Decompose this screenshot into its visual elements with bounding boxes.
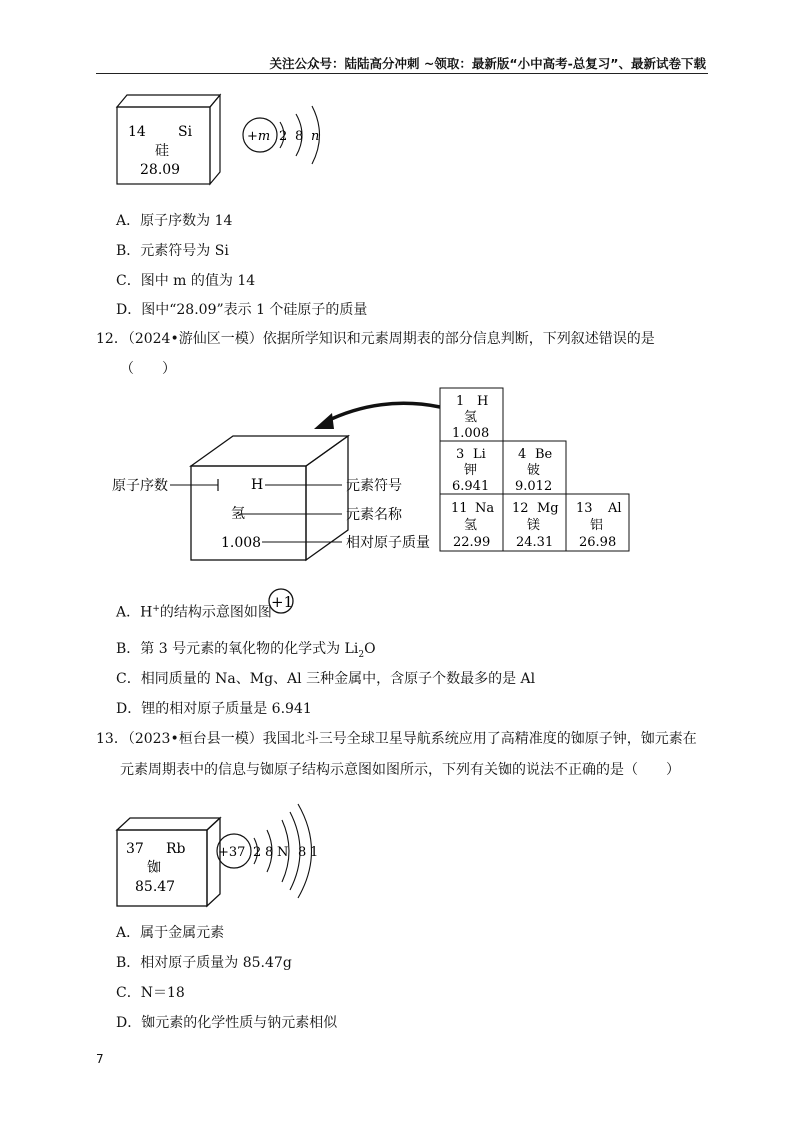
option-a-text: A．H <box>116 604 153 621</box>
cell-li-symbol: Li <box>473 447 486 462</box>
rb-atomic-number: 37 <box>126 841 144 857</box>
cell-na-symbol: Na <box>475 501 495 516</box>
cell-h-number: 1 <box>456 394 465 409</box>
si-mass: 28.09 <box>140 162 181 178</box>
cell-al-number: 13 <box>576 501 593 516</box>
cell-al-mass: 26.98 <box>579 535 617 550</box>
q13-option-b <box>116 953 292 973</box>
q11-option-b <box>116 241 229 261</box>
cell-mg-number: 12 <box>512 501 529 516</box>
cell-li-number: 3 <box>456 447 465 462</box>
option-text: 图中 m 的值为 14 <box>140 273 256 289</box>
option-text: N＝18 <box>140 985 185 1001</box>
cell-mg-mass: 24.31 <box>516 535 554 550</box>
rb-shell-2: 8 <box>265 845 274 860</box>
rb-name: 铷 <box>147 860 161 876</box>
si-shell-1: 2 <box>279 129 288 144</box>
legend-mass: 1.008 <box>221 535 262 551</box>
header-divider <box>96 73 708 74</box>
cell-mg-name: 镁 <box>527 518 541 533</box>
option-letter: A． <box>116 213 141 229</box>
q11-option-d <box>116 300 367 320</box>
option-text: 元素符号为 Si <box>140 243 229 259</box>
si-shell-3: n <box>311 129 320 144</box>
cell-na-name: 氢 <box>464 518 478 533</box>
cell-al-name: 铝 <box>590 518 604 533</box>
option-text: 原子序数为 14 <box>140 213 233 229</box>
option-letter: D． <box>116 1015 142 1031</box>
option-a-text-tail: 的结构示意图如图 <box>159 604 272 621</box>
rb-symbol: Rb <box>166 841 186 857</box>
rb-shell-5: 1 <box>310 845 319 860</box>
option-letter: C． <box>116 273 141 289</box>
legend-name: 氢 <box>231 506 245 522</box>
cell-h-name: 氢 <box>464 410 478 425</box>
q12-option-b <box>116 639 376 665</box>
question-number: 12． <box>96 331 128 347</box>
option-letter: A． <box>116 925 141 941</box>
rb-mass: 85.47 <box>135 879 176 895</box>
si-atomic-number: 14 <box>128 124 146 140</box>
option-text: 属于金属元素 <box>140 925 225 941</box>
q13-option-d <box>116 1013 337 1033</box>
question-number: 13． <box>96 731 128 747</box>
option-letter: B． <box>116 243 141 259</box>
cell-be-number: 4 <box>518 447 527 462</box>
option-letter: D． <box>116 302 142 318</box>
option-text: 铷元素的化学性质与钠元素相似 <box>141 1015 338 1031</box>
cell-na-mass: 22.99 <box>453 535 491 550</box>
q12-option-d: D．锂的相对原子质量是 6.941 <box>116 701 312 717</box>
q13-option-a <box>116 923 224 943</box>
cell-li-mass: 6.941 <box>452 479 490 494</box>
option-b-text-tail: O <box>364 641 376 657</box>
rubidium-figure <box>110 790 330 910</box>
si-nucleus-charge: +m <box>247 129 271 144</box>
cell-mg-symbol: Mg <box>537 501 559 516</box>
option-b-text: B．第 3 号元素的氧化物的化学式为 Li <box>116 641 359 657</box>
q12-stem <box>96 329 655 349</box>
silicon-figure <box>110 90 340 200</box>
cell-na-number: 11 <box>451 501 468 516</box>
legend-symbol: H <box>251 477 264 493</box>
cell-li-name: 钾 <box>464 463 478 478</box>
h-ion-nucleus: +1 <box>271 593 294 611</box>
cell-al-symbol: Al <box>608 501 622 516</box>
periodic-table-figure <box>110 385 640 565</box>
rb-shell-1: 2 <box>253 845 262 860</box>
si-symbol: Si <box>178 124 193 140</box>
question-text: （2024•游仙区一模）依据所学知识和元素周期表的部分信息判断，下列叙述错误的是 <box>127 331 655 347</box>
q12-option-a <box>116 599 272 623</box>
rb-shell-4: 8 <box>298 845 307 860</box>
option-letter: B． <box>116 955 141 971</box>
q13-stem-line2: 元素周期表中的信息与铷原子结构示意图如图所示，下列有关铷的说法不正确的是（ ） <box>120 762 680 778</box>
option-text: 相对原子质量为 85.47g <box>140 955 292 971</box>
superscript: + <box>152 604 160 614</box>
q12-answer-paren: （ ） <box>120 361 176 377</box>
subscript: 2 <box>358 649 365 660</box>
cell-be-mass: 9.012 <box>515 479 553 494</box>
rb-shell-3: N <box>277 845 289 860</box>
cell-h-symbol: H <box>477 394 489 409</box>
page-number: 7 <box>96 1052 104 1066</box>
si-name: 硅 <box>155 143 169 159</box>
q11-option-c <box>116 271 255 291</box>
cell-be-symbol: Be <box>535 447 553 462</box>
option-letter: C． <box>116 985 141 1001</box>
page-header: 关注公众号：陆陆高分冲刺 ~领取：最新版“小中高考-总复习”、最新试卷下载 <box>269 56 706 71</box>
q13-stem-line1 <box>96 729 697 749</box>
label-atomic-mass: 相对原子质量 <box>346 535 430 551</box>
q12-option-c: C．相同质量的 Na、Mg、Al 三种金属中，含原子个数最多的是 Al <box>116 671 536 687</box>
si-shell-2: 8 <box>295 129 304 144</box>
question-text: （2023•桓台县一模）我国北斗三号全球卫星导航系统应用了高精准度的铷原子钟，铷元素在 <box>127 731 697 747</box>
option-text: 图中“28.09”表示 1 个硅原子的质量 <box>141 302 368 318</box>
cell-h-mass: 1.008 <box>452 426 490 441</box>
rb-nucleus-charge: +37 <box>218 845 246 860</box>
h-ion-structure <box>267 587 297 617</box>
label-element-name: 元素名称 <box>346 507 402 523</box>
q13-option-c <box>116 983 185 1003</box>
q11-option-a <box>116 211 232 231</box>
label-element-symbol: 元素符号 <box>346 478 402 494</box>
label-atomic-number: 原子序数 <box>112 478 168 494</box>
cell-be-name: 铍 <box>527 463 541 478</box>
